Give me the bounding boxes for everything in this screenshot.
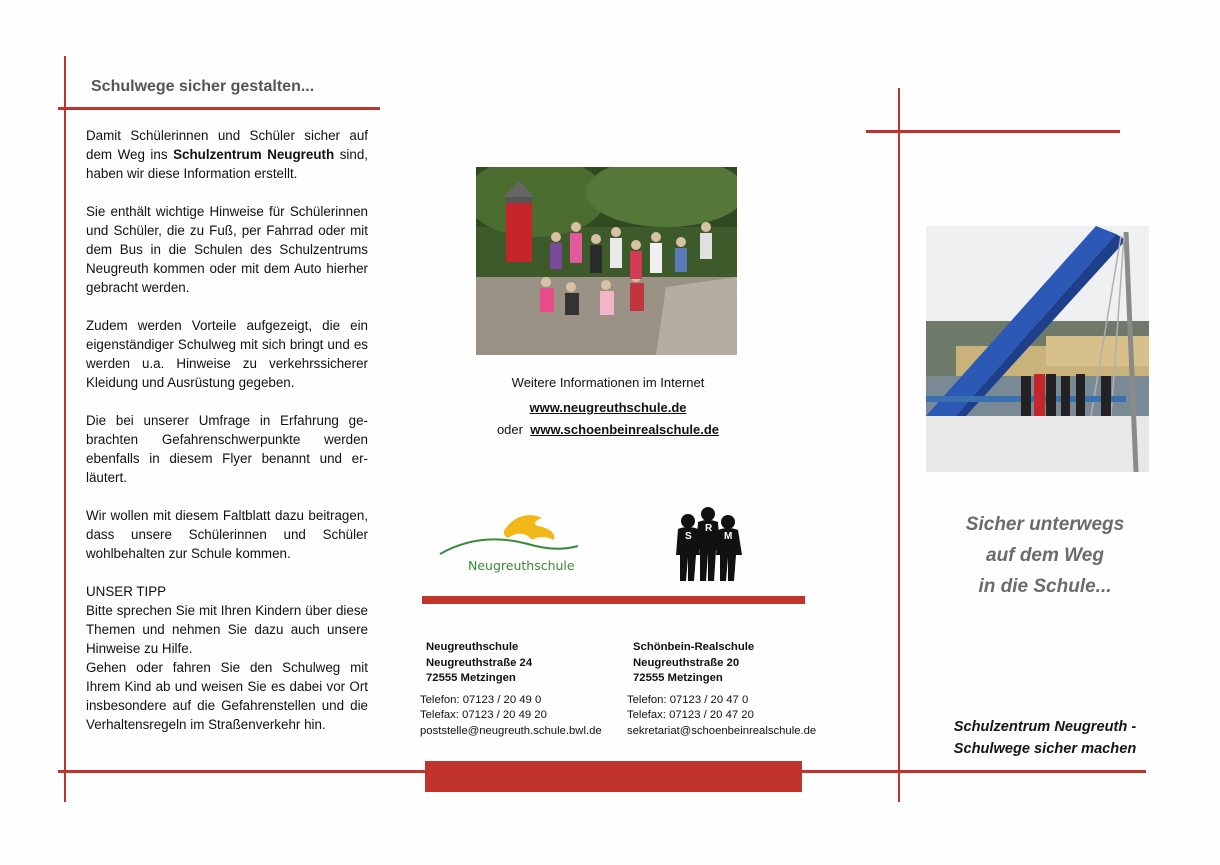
school1-email[interactable]: poststelle@neugreuth.schule.bwl.de — [420, 724, 602, 737]
srm-letter-r: R — [705, 523, 713, 534]
internet-info-heading: Weitere Informationen im Internet — [511, 375, 705, 390]
school1-fax: Telefax: 07123 / 20 49 20 — [420, 709, 547, 721]
left-vertical-line — [64, 56, 66, 802]
right-top-rule — [866, 130, 1120, 133]
slogan-line-2: auf dem Weg — [986, 545, 1104, 566]
bridge-photo — [926, 226, 1149, 472]
bottom-rule-left — [58, 770, 426, 773]
students-photo — [476, 167, 737, 355]
goal-paragraph: Wir wollen mit diesem Faltblatt dazu beitragen, dass unsere Schülerinnen und Schüler wohlbehalten zur Schule kommen. — [86, 508, 368, 561]
school2-street: Neugreuthstraße 20 — [633, 656, 740, 669]
school1-phone: Telefon: 07123 / 20 49 0 — [420, 693, 542, 706]
school1-name: Neugreuthschule — [426, 641, 519, 653]
school2-phone: Telefon: 07123 / 20 47 0 — [627, 693, 749, 706]
middle-separator-bar — [422, 596, 805, 604]
neugreuthschule-logo — [438, 510, 583, 578]
intro-paragraph: Damit Schülerinnen und Schüler sicher auf dem Weg ins Schulzentrum Neugreuth sind, haben wir diese Information erstellt. — [86, 128, 368, 181]
srm-logo-silhouettes — [670, 505, 745, 583]
second-link-line — [448, 422, 768, 437]
school2-city: 72555 Metzingen — [633, 672, 723, 684]
left-title-rule — [58, 107, 380, 110]
footer-line-1: Schulzentrum Neugreuth - — [953, 719, 1137, 735]
srm-logo — [670, 505, 745, 583]
footer-line-2: Schulwege sicher machen — [953, 741, 1137, 757]
neugreuthschule-address — [420, 640, 620, 739]
school2-fax: Telefax: 07123 / 20 47 20 — [627, 709, 754, 721]
advantages-paragraph: Zudem werden Vorteile aufgezeigt, die ein eigenständiger Schulweg mit sich bringt und es werden u.a. Hinweise zu verkehrssicherer Kleidung und Ausrüstung gegeben. — [86, 318, 368, 390]
main-slogan — [925, 509, 1165, 602]
schoenbein-realschule-address — [627, 640, 827, 739]
neugreuthschule-logo-text: Neugreuthschule — [468, 558, 575, 573]
neugreuthschule-link[interactable]: www.neugreuthschule.de — [529, 400, 687, 415]
school1-street: Neugreuthstraße 24 — [426, 656, 533, 669]
slogan-line-3: in die Schule... — [978, 576, 1112, 597]
school1-city: 72555 Metzingen — [426, 672, 516, 684]
left-body-text — [86, 126, 368, 734]
school2-name: Schönbein-Realschule — [633, 641, 755, 653]
students-photo-image — [476, 167, 737, 355]
tip-heading: UNSER TIPP — [86, 584, 167, 599]
content-paragraph: Sie enthält wichtige Hinweise für Schülerinnen und Schüler, die zu Fuß, per Fahrrad oder mit dem Bus in die Schulen des Schulzentrums Neugreuth kommen oder mit dem Auto hierher gebracht werden. — [86, 204, 368, 295]
srm-letter-m: M — [724, 531, 733, 542]
school-center-name: Schulzentrum Neugreuth — [173, 147, 335, 162]
tip-paragraph-2: Gehen oder fahren Sie den Schulweg mit Ihrem Kind ab und weisen Sie es dabei vor Ort insbesondere auf die Gefahrenstellen und die Verhaltensregeln im Straßenverkehr hin. — [86, 660, 368, 732]
tip-paragraph-1: Bitte sprechen Sie mit Ihren Kindern über diese Themen und nehmen Sie dazu auch unsere Hinweise zu Hilfe. — [86, 603, 368, 656]
bottom-rule-right — [802, 770, 1146, 773]
or-word: oder — [496, 422, 523, 437]
schoenbeinrealschule-link[interactable]: www.schoenbeinrealschule.de — [530, 422, 720, 437]
srm-letter-s: S — [685, 531, 692, 542]
bridge-photo-image — [926, 226, 1149, 472]
neugreuthschule-logo-graphic — [438, 510, 583, 560]
survey-paragraph: Die bei unserer Umfrage in Erfahrung gebrachten Gefahrenschwerpunkte werden ebenfalls in diesem Flyer benannt und erläutert. — [86, 413, 368, 485]
bottom-red-bar — [425, 761, 802, 792]
school2-email[interactable]: sekretariat@schoenbeinrealschule.de — [627, 724, 817, 737]
footer-slogan — [925, 716, 1165, 760]
left-section-title: Schulwege sicher gestalten... — [91, 78, 315, 95]
slogan-line-1: Sicher unterwegs — [965, 514, 1125, 535]
right-vertical-line — [898, 88, 900, 802]
